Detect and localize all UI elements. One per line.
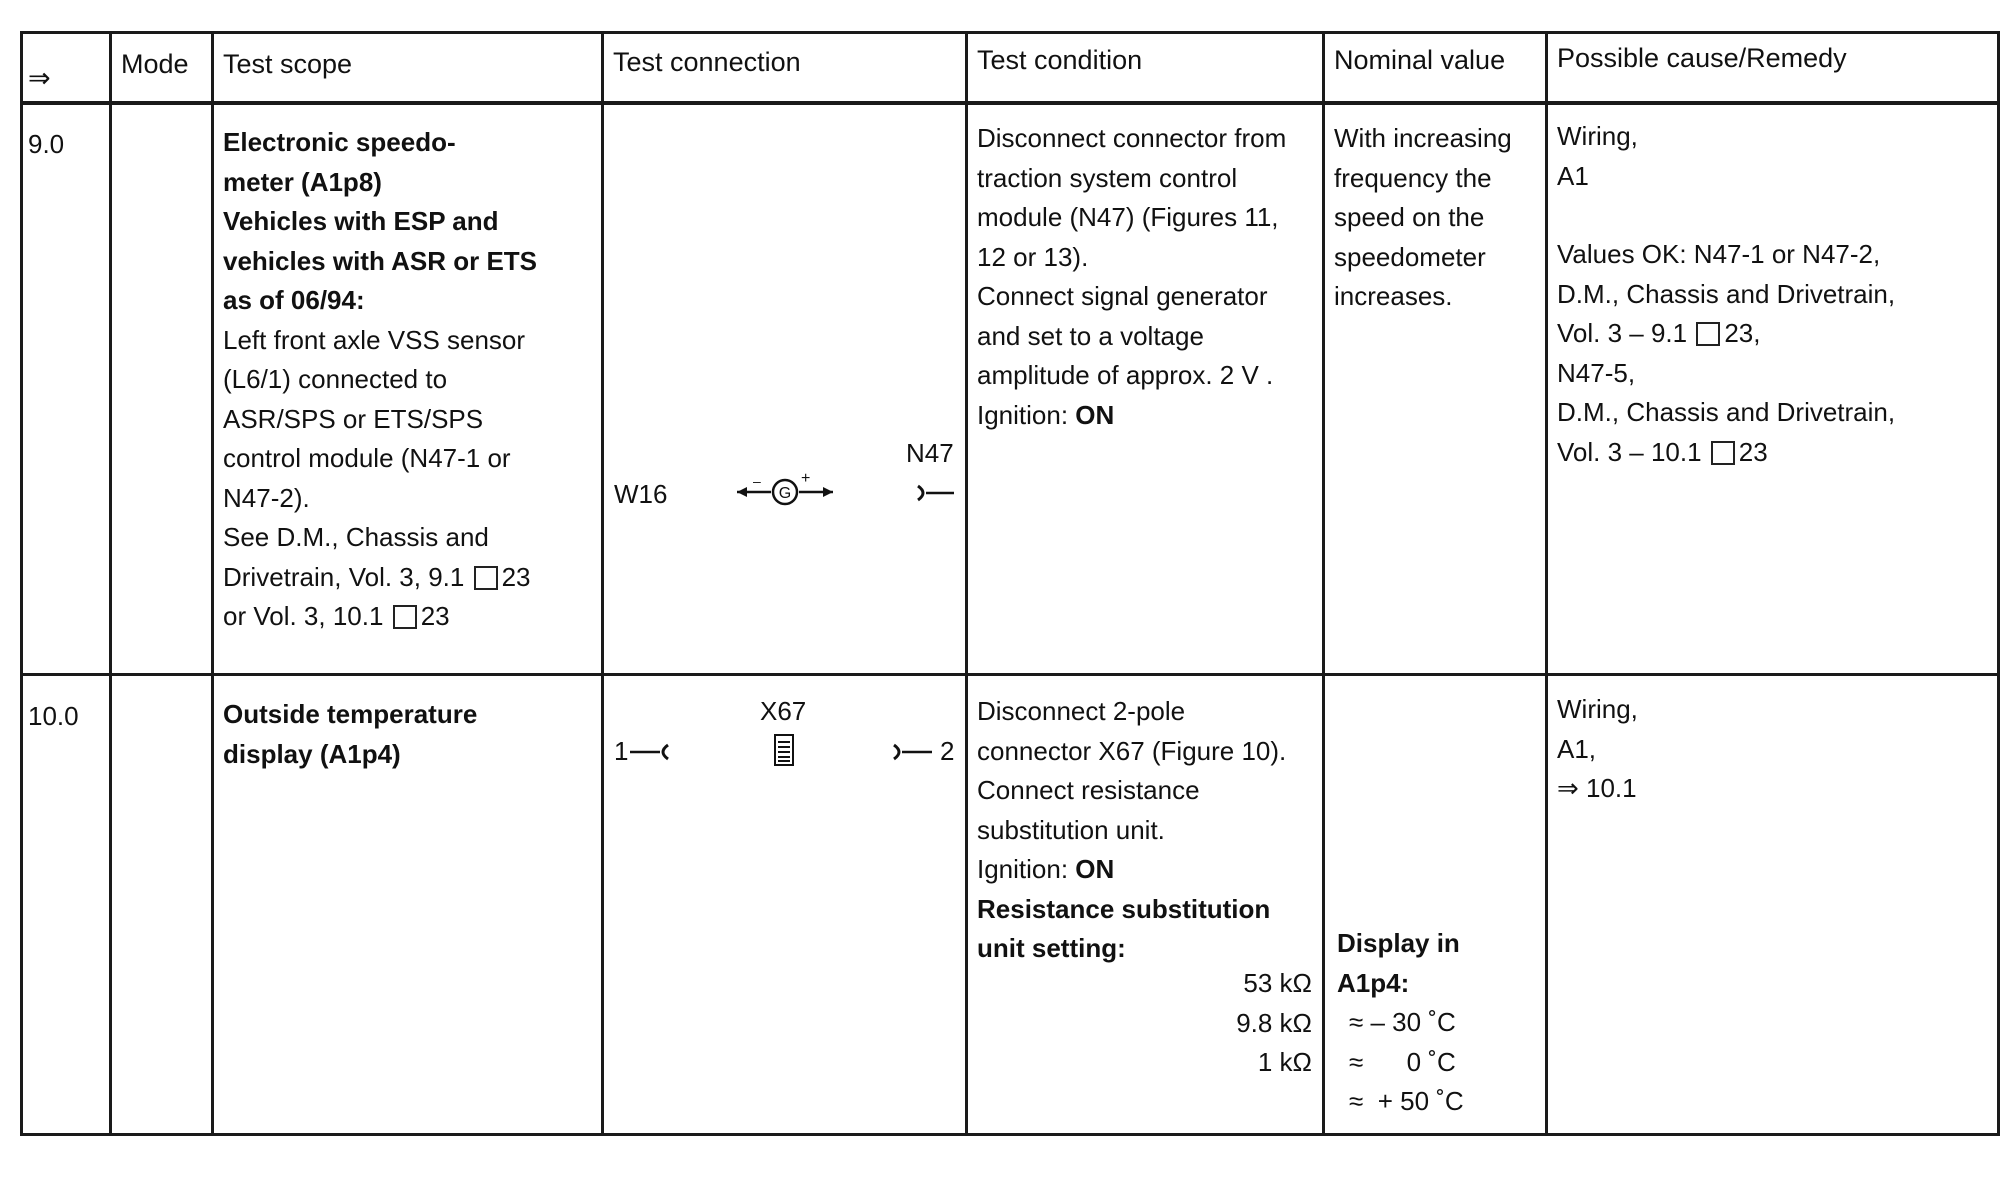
col-rule-3 [601, 31, 604, 1136]
col-rule-0 [20, 31, 23, 1136]
scope-bold-line: Vehicles with ESP and [223, 206, 499, 236]
condition-ignition [977, 850, 1286, 890]
remedy-link[interactable]: ⇒ 10.1 [1557, 773, 1637, 803]
row-rule [20, 673, 2000, 676]
nominal-line: speed on the [1334, 202, 1485, 232]
resistance-substitution-icon [772, 733, 796, 767]
row-10-0-scope [223, 695, 477, 774]
header-mode: Mode [121, 49, 189, 79]
condition-line: amplitude of approx. 2 V . [977, 360, 1274, 390]
scope-bold-text: as of 06/94 [223, 285, 356, 315]
remedy-line: N47-5, [1557, 357, 1636, 388]
signal-generator-symbol: G [778, 485, 792, 502]
row-10-0-condition [977, 692, 1286, 969]
page-ref-box-icon [474, 566, 498, 590]
nominal-line: frequency the [1334, 162, 1492, 193]
connection-right-label: N47 [906, 438, 954, 468]
connection-component-label: X67 [760, 696, 807, 726]
nominal-line: increases. [1334, 281, 1453, 311]
condition-line: 12 or 13). [977, 241, 1089, 272]
nominal-temperature: ≈ – 30 ˚C [1349, 1007, 1456, 1037]
header-rule [20, 101, 2000, 105]
header-test-scope: Test scope [223, 49, 353, 79]
condition-line: Connect signal generator [977, 281, 1268, 311]
condition-ignition [977, 396, 1286, 436]
svg-text:–: – [753, 473, 761, 489]
remedy-line: A1 [1557, 160, 1589, 191]
col-rule-5 [1322, 31, 1325, 1136]
scope-bold-line: vehicles with ASR or ETS [223, 245, 538, 276]
page-ref-box-icon [393, 605, 417, 629]
header-possible-cause: Possible cause/Remedy [1557, 43, 1847, 73]
ignition-value: ON [1075, 854, 1115, 884]
scope-line: N47-2). [223, 482, 310, 513]
condition-line: module (N47) (Figures 11, [977, 202, 1279, 232]
connection-left-label: W16 [614, 479, 668, 509]
col-rule-1 [109, 31, 112, 1136]
signal-generator-icon [735, 470, 835, 510]
row-step-10-0: 10.0 [28, 701, 79, 731]
header-test-condition: Test condition [977, 45, 1143, 75]
scope-line: ASR/SPS or ETS/SPS [223, 403, 484, 434]
scope-reference-page: 23 [420, 601, 450, 631]
condition-line: substitution unit. [977, 814, 1165, 845]
scope-bold-colon: : [355, 285, 365, 315]
nominal-line: With increasing [1334, 123, 1512, 153]
page-ref-box-icon [1696, 322, 1720, 346]
scope-bold-line: meter (A1p8) [223, 166, 382, 197]
resistance-value: 9.8 kΩ [1236, 1007, 1312, 1038]
scope-line: See D.M., Chassis and [223, 522, 489, 552]
connection-pin-right: 2 [940, 736, 955, 766]
scope-reference-text: or Vol. 3, 10.1 [223, 601, 384, 631]
scope-reference [223, 597, 537, 637]
condition-line: Disconnect connector from [977, 123, 1287, 153]
scope-bold-line: display (A1p4) [223, 738, 401, 769]
ignition-label: Ignition: [977, 399, 1076, 430]
row-10-0-remedy [1557, 690, 1638, 809]
scope-line: control module (N47-1 or [223, 443, 511, 473]
remedy-line: Wiring, [1557, 694, 1638, 724]
row-9-0-nominal [1334, 119, 1512, 317]
scope-reference-text: Drivetrain, Vol. 3, 9.1 [223, 561, 465, 592]
remedy-line: Wiring, [1557, 121, 1638, 151]
table-rule-bottom [20, 1133, 2000, 1136]
remedy-reference-page: 23, [1724, 318, 1761, 348]
connector-socket-icon [890, 737, 934, 767]
header-test-connection: Test connection [613, 47, 801, 77]
condition-line: Connect resistance [977, 775, 1200, 805]
nominal-line: speedometer [1334, 241, 1486, 272]
scope-reference-page: 23 [501, 561, 531, 592]
connector-plug-icon [628, 737, 672, 767]
scope-bold-line: Electronic speedo- [223, 127, 456, 157]
scope-line: Left front axle VSS sensor [223, 324, 526, 355]
table-rule-top [20, 31, 2000, 34]
resistance-value: 1 kΩ [1257, 1047, 1312, 1077]
remedy-reference [1557, 433, 1895, 473]
remedy-line: D.M., Chassis and Drivetrain, [1557, 278, 1896, 309]
scope-line: (L6/1) connected to [223, 364, 448, 394]
condition-line: Disconnect 2-pole [977, 696, 1186, 726]
col-rule-6 [1545, 31, 1548, 1136]
nominal-heading: A1p4: [1337, 967, 1410, 998]
page-ref-box-icon [1711, 441, 1735, 465]
remedy-line: D.M., Chassis and Drivetrain, [1557, 397, 1896, 427]
nominal-heading: Display in [1337, 928, 1460, 958]
connector-socket-icon [914, 478, 956, 508]
condition-setting-heading: Resistance substitution [977, 893, 1271, 924]
row-step-9-0: 9.0 [28, 129, 65, 159]
nominal-temperature: ≈ + 50 ˚C [1349, 1086, 1464, 1116]
row-9-0-condition [977, 119, 1286, 435]
ignition-value: ON [1075, 399, 1115, 430]
svg-text:+: + [801, 470, 811, 487]
ignition-label: Ignition: [977, 854, 1076, 884]
header-arrow: ⇒ [28, 63, 51, 93]
remedy-reference-text: Vol. 3 – 9.1 [1557, 318, 1688, 348]
remedy-reference-page: 23 [1738, 436, 1768, 467]
resistance-values [1160, 964, 1312, 1083]
condition-setting-heading: unit setting: [977, 933, 1126, 963]
scope-bold-line [223, 281, 537, 321]
col-rule-7 [1997, 31, 2000, 1136]
condition-line: and set to a voltage [977, 320, 1204, 351]
row-9-0-scope [223, 123, 537, 637]
condition-line: traction system control [977, 162, 1238, 193]
scope-reference [223, 558, 537, 598]
col-rule-2 [211, 31, 214, 1136]
nominal-temperature: ≈ 0 ˚C [1349, 1046, 1456, 1077]
row-10-0-nominal [1337, 924, 1464, 1122]
col-rule-4 [965, 31, 968, 1136]
scope-bold-line: Outside temperature [223, 699, 478, 729]
remedy-spacer [1557, 196, 1895, 235]
row-9-0-remedy [1557, 117, 1895, 472]
resistance-value: 53 kΩ [1243, 968, 1312, 998]
condition-line: connector X67 (Figure 10). [977, 735, 1287, 766]
header-nominal-value: Nominal value [1334, 45, 1506, 75]
remedy-line: Values OK: N47-1 or N47-2, [1557, 239, 1881, 269]
connection-pin-left: 1 [614, 736, 629, 766]
remedy-reference-text: Vol. 3 – 10.1 [1557, 436, 1702, 467]
remedy-line: A1, [1557, 733, 1597, 764]
remedy-reference [1557, 314, 1895, 354]
